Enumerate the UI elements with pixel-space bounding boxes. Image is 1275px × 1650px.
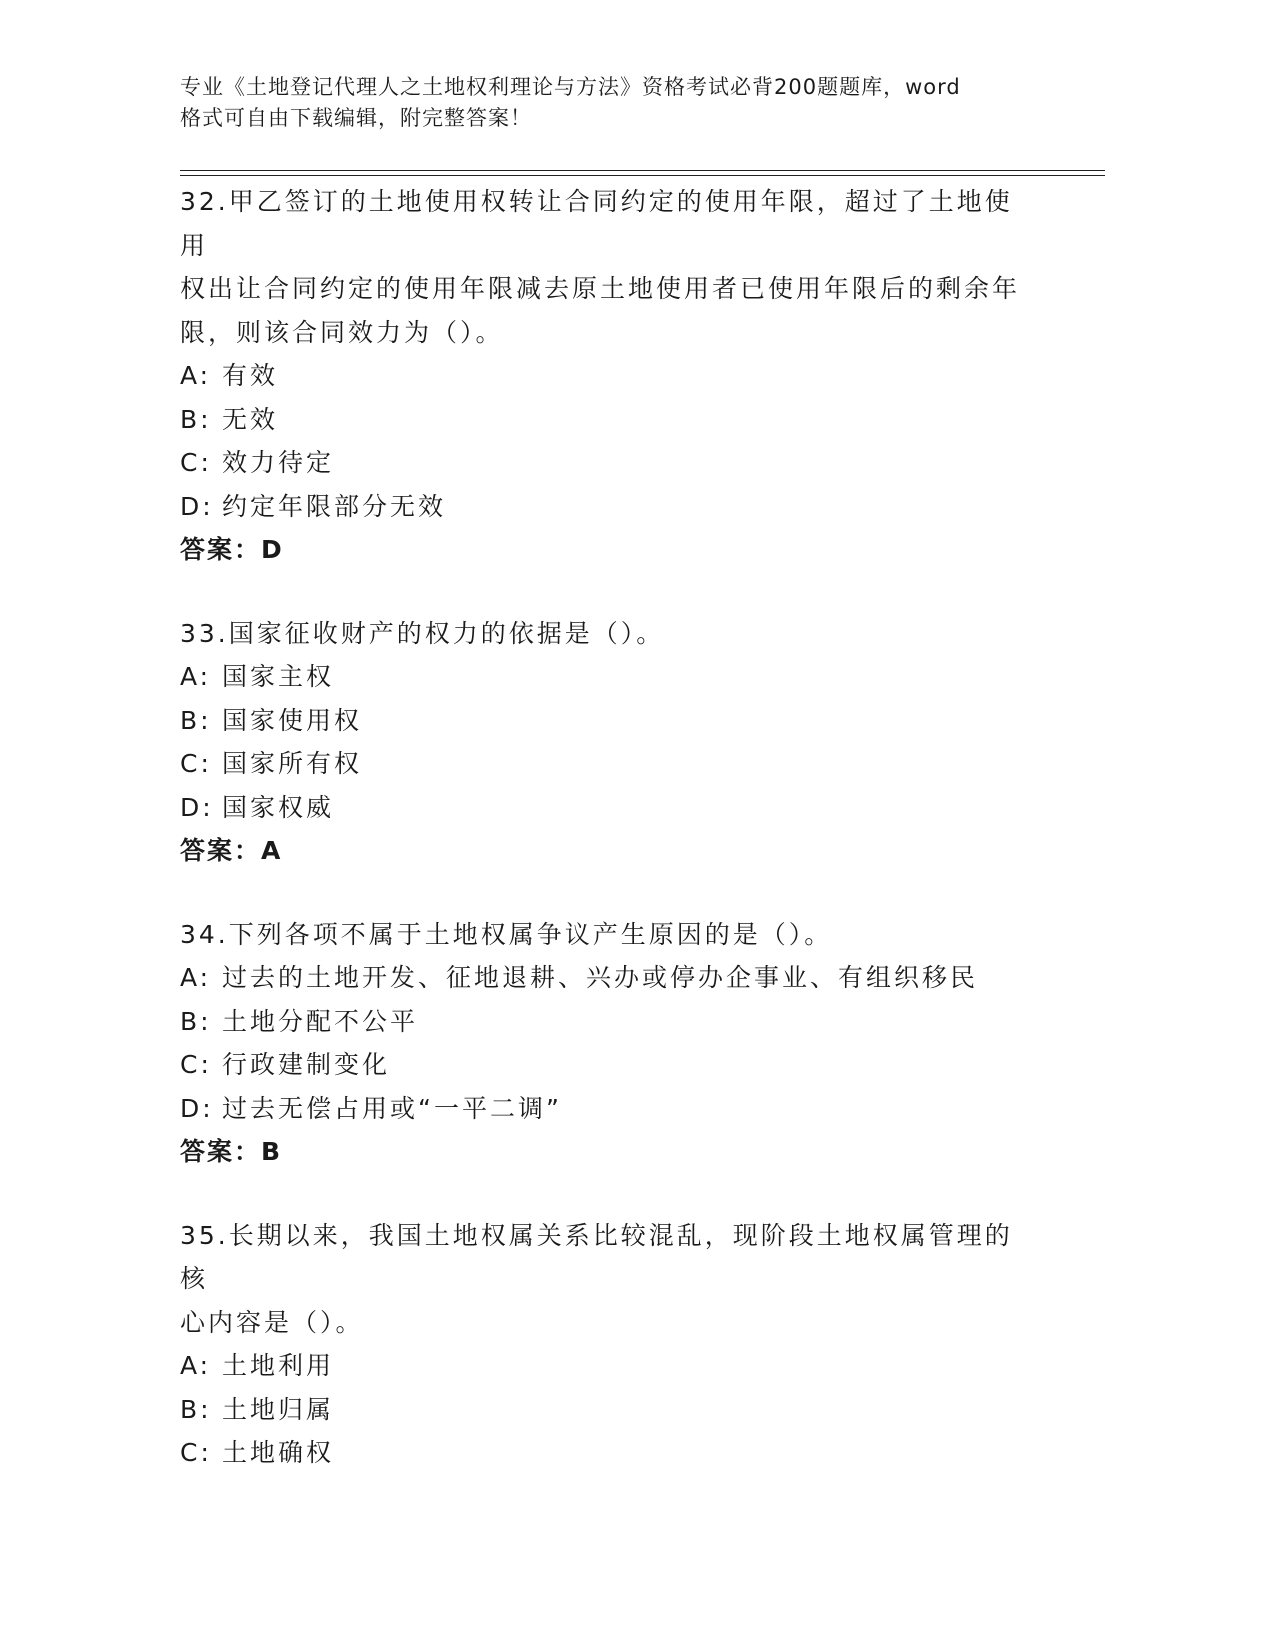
answer-line: 答案：A xyxy=(180,836,283,865)
option-text: 行政建制变化 xyxy=(222,1050,391,1079)
option-letter: D: xyxy=(180,1093,214,1123)
stem-line: 心内容是（）。 xyxy=(180,1307,364,1337)
option-text: 国家所有权 xyxy=(222,749,363,778)
option-text: 有效 xyxy=(222,361,279,390)
option-text: 土地归属 xyxy=(222,1394,335,1424)
header-line-2: 格式可自由下载编辑，附完整答案！ xyxy=(180,106,532,130)
option-d xyxy=(180,1087,1040,1131)
option-b xyxy=(180,699,1040,743)
option-a xyxy=(180,956,1040,1000)
stem-line: 34.下列各项不属于土地权属争议产生原因的是（）。 xyxy=(180,919,833,949)
option-b xyxy=(180,1000,1040,1044)
option-c xyxy=(180,1043,1040,1087)
option-d xyxy=(180,786,1040,830)
option-letter: A: xyxy=(180,361,212,390)
option-letter: D: xyxy=(180,491,214,521)
option-a xyxy=(180,1344,1040,1388)
question-stem xyxy=(180,612,1040,656)
option-a xyxy=(180,354,1040,398)
option-text: 无效 xyxy=(222,404,279,434)
option-letter: C: xyxy=(180,448,212,477)
question-35 xyxy=(180,1214,1040,1475)
question-34 xyxy=(180,913,1040,1174)
option-letter: A: xyxy=(180,662,212,691)
option-letter: C: xyxy=(180,749,212,778)
option-text: 土地确权 xyxy=(222,1438,335,1467)
header-divider-top xyxy=(180,170,1105,171)
option-d xyxy=(180,485,1040,529)
question-33 xyxy=(180,612,1040,873)
option-letter: B: xyxy=(180,705,212,735)
option-letter: B: xyxy=(180,404,212,434)
option-letter: D: xyxy=(180,792,214,822)
stem-line: 33.国家征收财产的权力的依据是（）。 xyxy=(180,618,665,648)
option-b xyxy=(180,398,1040,442)
answer-line: 答案：B xyxy=(180,1137,283,1166)
document-header xyxy=(180,72,1060,134)
answer-line: 答案：D xyxy=(180,535,284,564)
option-text: 国家使用权 xyxy=(222,705,363,735)
question-stem xyxy=(180,180,1040,354)
stem-line: 35.长期以来，我国土地权属关系比较混乱，现阶段土地权属管理的核 xyxy=(180,1220,1013,1293)
option-letter: A: xyxy=(180,963,212,992)
option-text: 约定年限部分无效 xyxy=(222,491,447,521)
option-text: 效力待定 xyxy=(222,448,335,477)
stem-line: 32.甲乙签订的土地使用权转让合同约定的使用年限，超过了土地使用 xyxy=(180,187,1013,260)
option-c xyxy=(180,742,1040,786)
option-letter: C: xyxy=(180,1438,212,1467)
option-letter: A: xyxy=(180,1351,212,1380)
option-b xyxy=(180,1388,1040,1432)
option-text: 过去无偿占用或“一平二调” xyxy=(222,1093,562,1123)
option-letter: B: xyxy=(180,1394,212,1424)
option-c xyxy=(180,1431,1040,1475)
stem-line: 权出让合同约定的使用年限减去原土地使用者已使用年限后的剩余年 xyxy=(180,274,1021,303)
question-stem xyxy=(180,913,1040,957)
question-stem xyxy=(180,1214,1040,1345)
option-text: 过去的土地开发、征地退耕、兴办或停办企事业、有组织移民 xyxy=(222,963,979,992)
header-divider-bottom xyxy=(180,175,1105,176)
option-a xyxy=(180,655,1040,699)
option-text: 土地分配不公平 xyxy=(222,1006,419,1036)
option-text: 国家主权 xyxy=(222,662,335,691)
option-c xyxy=(180,441,1040,485)
option-letter: B: xyxy=(180,1006,212,1036)
option-text: 土地利用 xyxy=(222,1351,335,1380)
question-list xyxy=(180,180,1040,1515)
question-32 xyxy=(180,180,1040,572)
option-text: 国家权威 xyxy=(222,792,335,822)
header-line-1: 专业《土地登记代理人之土地权利理论与方法》资格考试必背200题题库，word xyxy=(180,75,961,99)
stem-line: 限，则该合同效力为（）。 xyxy=(180,317,504,347)
option-letter: C: xyxy=(180,1050,212,1079)
